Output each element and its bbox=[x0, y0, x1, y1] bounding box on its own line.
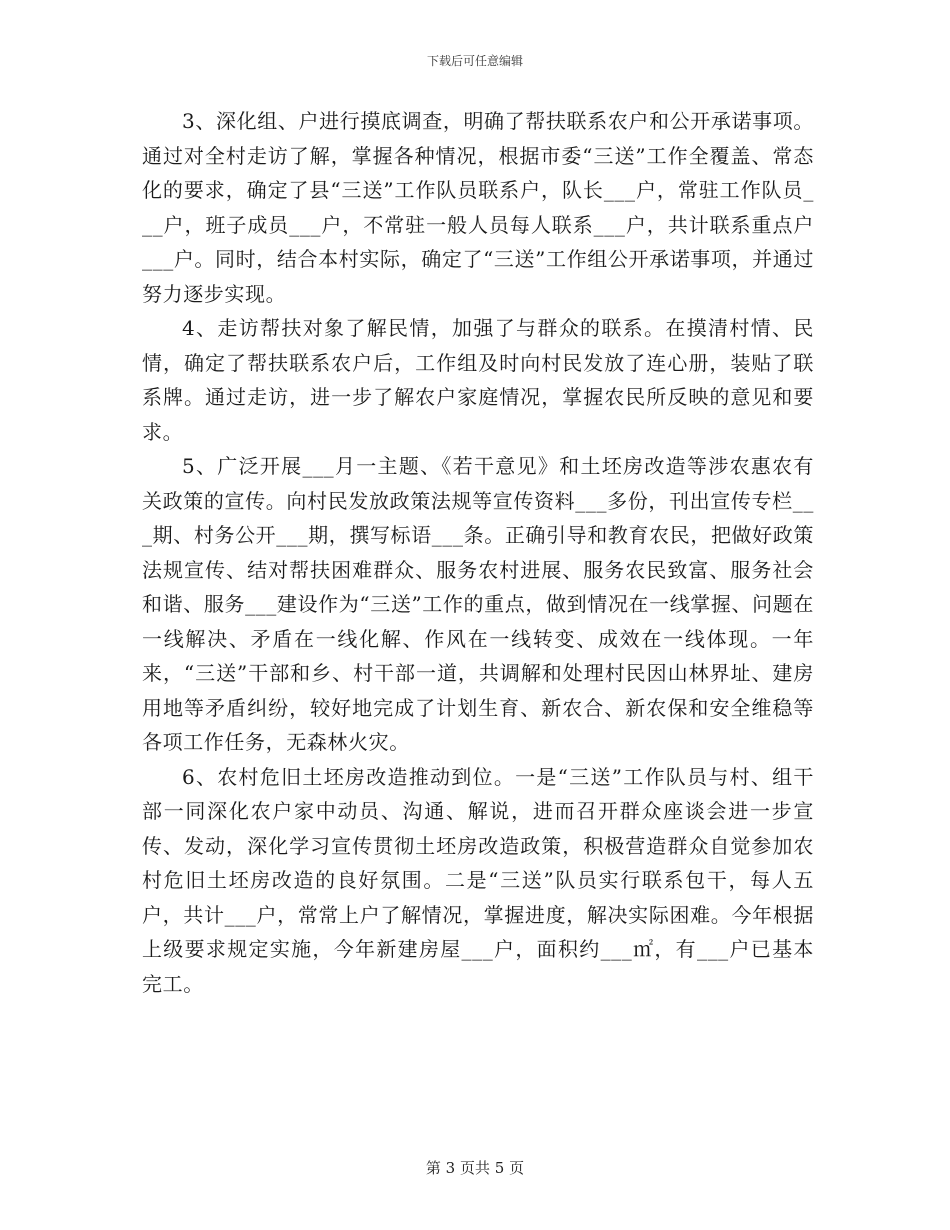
paragraph-3: 3、深化组、户进行摸底调查，明确了帮扶联系农户和公开承诺事项。通过对全村走访了解，掌握各种情况，根据市委“三送”工作全覆盖、常态化的要求，确定了县“三送”工作队员联系户，队长___户，常驻工作队员___户，班子成员___户，不常驻一般人员每人联系___户，共计联系重点户___户。同时，结合本村实际，确定了“三送”工作组公开承诺事项，并通过努力逐步实现。 bbox=[142, 109, 814, 306]
paragraph-5: 5、广泛开展___月一主题、《若干意见》和土坯房改造等涉农惠农有关政策的宣传。向村民发放政策法规等宣传资料___多份，刊出宣传专栏___期、村务公开___期，撰写标语___条。正确引导和教育农民，把做好政策法规宣传、结对帮扶困难群众、服务农村进展、服务农民致富、服务社会和谐、服务___建设作为“三送”工作的重点，做到情况在一线掌握、问题在一线解决、矛盾在一线化解、作风在一线转变、成效在一线体现。一年来，“三送”干部和乡、村干部一道，共调解和处理村民因山林界址、建房用地等矛盾纠纷，较好地完成了计划生育、新农合、新农保和安全维稳等各项工作任务，无森林火灾。 bbox=[142, 454, 814, 754]
page-header: 下载后可任意编辑 bbox=[426, 54, 523, 68]
paragraph-4: 4、走访帮扶对象了解民情，加强了与群众的联系。在摸清村情、民情，确定了帮扶联系农户后，工作组及时向村民发放了连心册，装贴了联系牌。通过走访，进一步了解农户家庭情况，掌握农民所反映的意见和要求。 bbox=[142, 316, 814, 444]
page-number: 第 3 页共 5 页 bbox=[425, 1159, 525, 1177]
paragraph-6: 6、农村危旧土坯房改造推动到位。一是“三送”工作队员与村、组干部一同深化农户家中动员、沟通、解说，进而召开群众座谈会进一步宣传、发动，深化学习宣传贯彻土坯房改造政策，积极营造群众自觉参加农村危旧土坯房改造的良好氛围。二是“三送”队员实行联系包干，每人五户，共计___户，常常上户了解情况，掌握进度，解决实际困难。今年根据上级要求规定实施，今年新建房屋___户，面积约___㎡，有___户已基本完工。 bbox=[142, 764, 814, 996]
document-body bbox=[142, 104, 814, 1001]
